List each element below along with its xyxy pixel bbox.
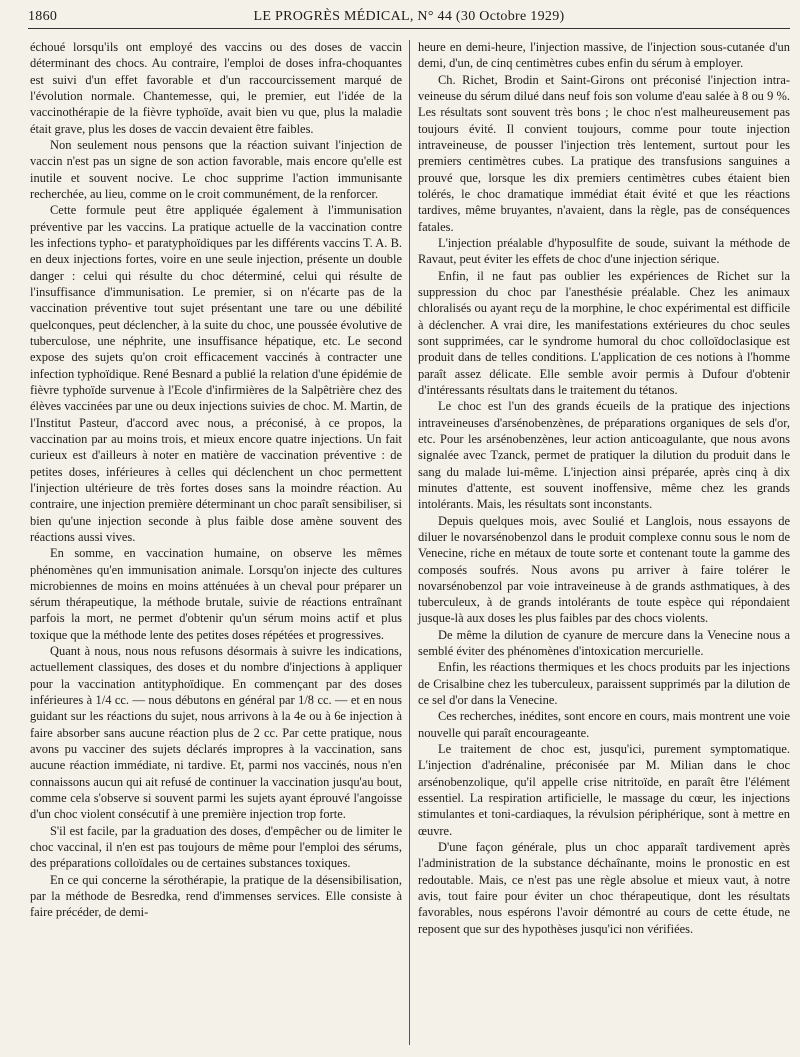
- left-paragraph-4: En somme, en vaccination humaine, on observe les mêmes phénomènes qu'en immunisation animale. Lorsqu'on injecte des cultures microbiennes de moins en moins atténuées à un cheval pour préparer un sérum thérapeutique, la méthode brutale, suivie de réactions entraînant parfois la mort, ne permet d'obtenir qu'un sérum moins actif et plus toxique que la méthode lente des petites doses répétées et progressives.: [30, 546, 402, 642]
- right-paragraph-10: Le traitement de choc est, jusqu'ici, purement symptomatique. L'injection d'adrénaline, préconisée par M. Milian dans le choc arsénobenzolique, qu'il appelle crise nitritoïde, en paraît être l'élément essentiel. La respiration artificielle, le massage du cœur, les injections stimulantes et toni-cardiaques, la révulsion périphérique, sont à mettre en œuvre.: [418, 742, 790, 838]
- left-column: [30, 39, 402, 1051]
- right-paragraph-11: D'une façon générale, plus un choc apparaît tardivement après l'administration de la substance déchaînante, moins le pronostic en est redoutable. Mais, ce n'est pas une règle absolue et mieux vaut, à notre avis, tout faire pour éviter un choc thérapeutique, dont les résultats favorables, nous espérons l'avoir démontré au cours de cette étude, ne reposent que sur des hypothèses jusqu'ici non vérifiées.: [418, 840, 790, 936]
- right-paragraph-9: Ces recherches, inédites, sont encore en cours, mais montrent une voie nouvelle qui paraît encourageante.: [418, 709, 790, 740]
- right-paragraph-4: Enfin, il ne faut pas oublier les expériences de Richet sur la suppression du choc par l'anesthésie préalable. Chez les animaux chloralisés ou ayant reçu de la morphine, le choc expérimental est difficile à déclencher. A vrai dire, les manifestations extérieures du choc seules sont supprimées, car le syndrome humoral du choc colloïdoclasique est produit dans de telles conditions. L'application de ces notions à l'homme paraît assez délicate. Elle semble avoir permis à Dufour d'obtenir d'intéressants résultats dans le traitement du tétanos.: [418, 268, 790, 397]
- right-paragraph-1: heure en demi-heure, l'injection massive, de l'injection sous-cutanée d'un demi, d'un, de cinq centimètres cubes enfin du sérum à employer.: [418, 40, 790, 71]
- left-paragraph-3: Cette formule peut être appliquée également à l'immunisation préventive par les vaccins. La pratique actuelle de la vaccination contre les infections typho- et paratyphoïdiques par les différents vaccins T. A. B. en deux injections fortes, voire en une seule injection, présente un double danger : celui qui résulte du choc déterminé, celui qui résulte de l'insuffisance d'immunisation. Le premier, si on n'écarte pas de la vaccination préventive tout sujet présentant une tare ou une débilité quelconques, peut déclencher, à la suite du choc, une poussée évolutive de tuberculose, une néphrite, une insuffisance hépatique, etc. Le second expose des sujets qu'on croit efficacement vaccinés à contracter une infection typhoïdique. René Besnard a publié la relation d'une épidémie de fièvre typhoïde survenue à l'Ecole d'infirmières de la Salpêtrière chez des élèves vaccinées par une ou deux injections suivies de choc. M. Martin, de l'Institut Pasteur, d'accord avec nous, a préconisé, à ce propos, la vaccination par au moins trois, et mieux encore quatre injections. Un fait curieux est d'ailleurs à noter en matière de vaccination préventive : de petites doses, inférieures à celles qui déclenchent un choc permettent l'injection ultérieure de très fortes doses sans la moindre réaction. Au contraire, une injection première déterminant un choc paraît sensibiliser, si bien qu'une injection seconde à plus faible dose amène souvent des réactions aussi vives.: [30, 203, 402, 544]
- left-paragraph-6: S'il est facile, par la graduation des doses, d'empêcher ou de limiter le choc vaccinal, il n'en est pas toujours de même pour l'emploi des sérums, des préparations colloïdales ou de certaines substances toxiques.: [30, 823, 402, 871]
- left-paragraph-2: Non seulement nous pensons que la réaction suivant l'injection de vaccin n'est pas un signe de son action favorable, mais encore qu'elle est inutile et souvent nocive. Le choc supprime l'action immunisante recherchée, au lieu, comme on le croit communément, de la renforcer.: [30, 137, 402, 201]
- right-paragraph-2: Ch. Richet, Brodin et Saint-Girons ont préconisé l'injection intra-veineuse du sérum dilué dans neuf fois son volume d'eau salée à 8 ou 9 %. Les résultats sont souvent très bons ; le choc n'est malheureusement pas toujours évité. Il convient toujours, comme pour toute injection intraveineuse, de pousser l'injection très lentement, surtout pour les premiers centimètres cubes. La pratique des transfusions sanguines a prouvé que, lorsque les dix premiers centimètres cubes étaient bien tolérés, le choc dramatique immédiat était évité et que les réactions tardives, même bruyantes, n'avaient, dans la règle, pas de conséquences fatales.: [418, 72, 790, 234]
- right-paragraph-6: Depuis quelques mois, avec Soulié et Langlois, nous essayons de diluer le novarsénobenzol dans le produit complexe connu sous le nom de Venecine, riche en métaux de toute sorte et contenant toute la gamme des composés soufrés. Nous avons pu arriver à faire tolérer le novarsénobenzol par voie intraveineuse à de grands asthmatiques, à des tuberculeux, à de grands intolérants de toute espèce qui répondaient jusque-là aux doses les plus faibles par des chocs violents.: [418, 513, 790, 626]
- left-paragraph-5: Quant à nous, nous nous refusons désormais à suivre les indications, actuellement classiques, des doses et du nombre d'injections à appliquer pour la vaccination antityphoïdique. En commençant par des doses inférieures à 1/4 cc. — nous débutons en général par 1/8 cc. — et en nous guidant sur les réactions du sujet, nous arrivons à la 4e ou à 6e injection à faire absorber sans aucune réaction plus de 2 cc. Par cette pratique, nous avons pu vacciner des sujets déclarés impropres à la vaccination, sans aucune réaction immédiate, ni tardive. Et, parmi nos vaccinés, nous n'en connaissons aucun qui ait refusé de continuer la vaccination jusqu'au bout, comme cela s'observe si souvent parmi les sujets ayant éprouvé l'angoisse d'un choc violent consécutif à une première injection trop forte.: [30, 644, 402, 822]
- right-column: [418, 39, 790, 1051]
- right-paragraph-7: De même la dilution de cyanure de mercure dans la Venecine nous a semblé éviter des phénomènes d'intoxication mercurielle.: [418, 627, 790, 659]
- page-number: 1860: [28, 9, 58, 24]
- right-paragraph-3: L'injection préalable d'hyposulfite de soude, suivant la méthode de Ravaut, peut éviter les effets de choc d'une injection sérique.: [418, 235, 790, 267]
- column-divider: [409, 40, 410, 1045]
- left-paragraph-7: En ce qui concerne la sérothérapie, la pratique de la désensibilisation, par la méthode de Besredka, rend d'immenses services. Elle consiste à faire précéder, de demi-: [30, 872, 402, 920]
- running-header: [28, 6, 790, 29]
- left-paragraph-1: échoué lorsqu'ils ont employé des vaccins ou des doses de vaccin déterminant des chocs. Au contraire, l'emploi de doses infra-choquantes est suivi d'un effet favorable et d'un raccourcissement marqué de l'évolution normale. Chantemesse, qui, le premier, eut l'idée de la vaccinothérapie de la fièvre typhoïde, avait bien vu que, plus la maladie était grave, plus les doses de vaccin devaient être faibles.: [30, 40, 402, 136]
- right-paragraph-5: Le choc est l'un des grands écueils de la pratique des injections intraveineuses d'arsénobenzènes, de préparations organiques de sels d'or, etc. Pour les arsénobenzènes, leur action anticoagulante, que nous avons signalée avec Tzanck, permet de pratiquer la dilution du produit dans le sang du malade lui-même. L'injection ainsi préparée, après cinq à dix minutes d'attente, est souvent inoffensive, même chez les grands intolérants. Mais, les résultats sont inconstants.: [418, 399, 790, 512]
- right-paragraph-8: Enfin, les réactions thermiques et les chocs produits par les injections de Crisalbine chez les tuberculeux, paraissent supprimés par la dilution de ce sel d'or dans la Venecine.: [418, 660, 790, 708]
- running-title: LE PROGRÈS MÉDICAL, N° 44 (30 Octobre 1929): [253, 9, 565, 24]
